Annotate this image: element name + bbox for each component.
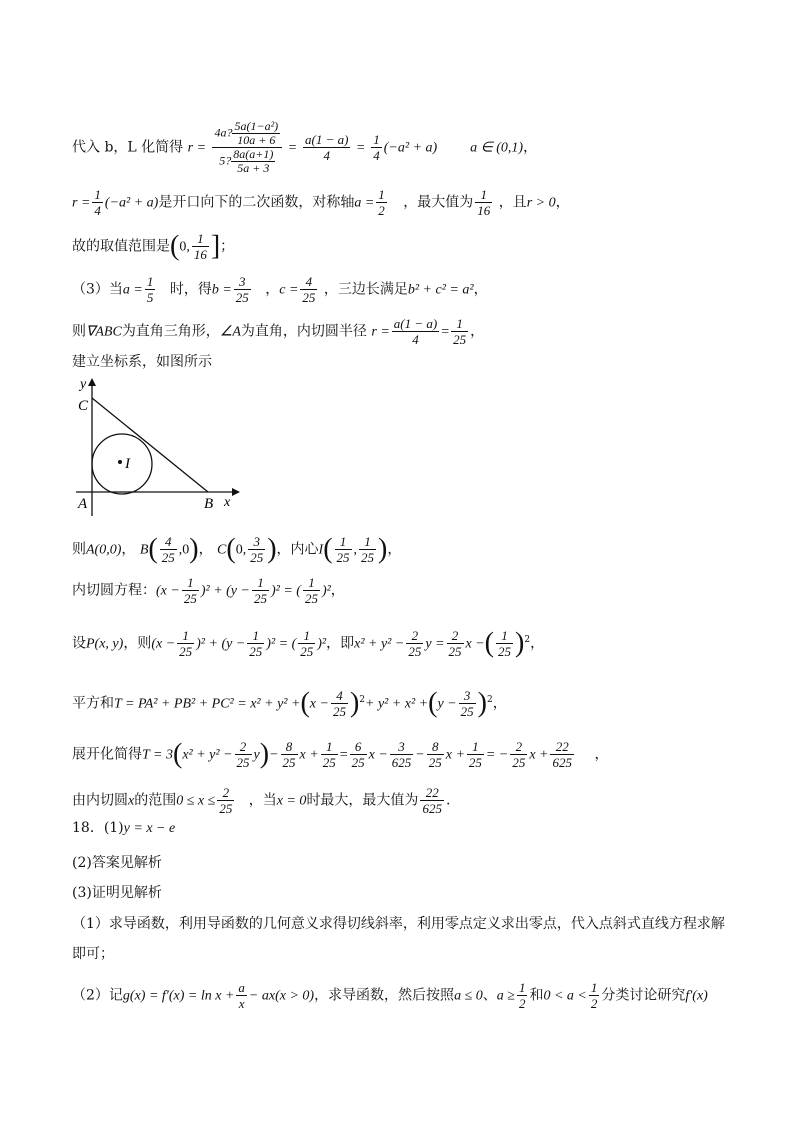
line-5-text-b: 为直角三角形， (121, 323, 220, 340)
line-7: 则A(0,0)， B( $\frac{4}{25}$ ,0)， C(0, $\frac{3}{25}$ )，内心I( $\frac{1}{25}$ , $\frac{1}{25}$ )， (72, 533, 402, 565)
coordinate-diagram (72, 374, 242, 524)
line-9-text-b: ，则 (123, 635, 152, 652)
angle-a: ∠A (219, 324, 241, 340)
incenter-dot (118, 460, 122, 464)
line-12-text-a: 由内切圆 (72, 792, 128, 809)
line-18-text-a: （2）记 (72, 987, 123, 1004)
line-2-text-c: ，且 (498, 194, 527, 211)
triangle-abc: ∇ABC (86, 324, 122, 340)
line-4-text-a: （3）当 (72, 281, 123, 298)
line-10-text: 平方和 (72, 695, 114, 712)
line-3-text: 故的取值范围是 (72, 238, 170, 255)
line-5-text-c: 为直角，内切圆半径 (240, 323, 367, 340)
label-x: x (224, 495, 231, 510)
domain-a: a ∈ (0,1) (470, 140, 524, 156)
line-4-text-b: 时，得 (169, 281, 212, 298)
line-12: 由内切圆x的范围0 ≤ x ≤ $\frac{2}{25}$ ，当x = 0时最大，最大值为 $\frac{22}{625}$ . (72, 785, 451, 816)
line-14-text: (2)答案见解析 (72, 855, 162, 871)
line-4: （3）当a = $\frac{1}{5}$ 时，得b = $\frac{3}{25}$ ，c = $\frac{4}{25}$ ，三边长满足b² + c² = a²， (72, 274, 488, 305)
point-p: P(x, y) (86, 636, 124, 652)
line-5-text-a: 则 (72, 323, 86, 340)
line-2-text-a: 是开口向下的二次函数，对称轴 (158, 194, 355, 211)
complex-fraction: 4a? $\frac{\text{5a(1−a²)}}{10a + 6}$ 5? $\frac{8a(a+1)}{5a + 3}$ (212, 120, 282, 175)
line-15-text: (3)证明见解析 (72, 885, 162, 901)
point-a: A(0,0) (86, 542, 122, 558)
line-13-text: 18．(1) (72, 820, 124, 836)
line-2-text-b: ，最大值为 (403, 194, 474, 211)
var-x: x (128, 793, 135, 809)
label-a: A (78, 496, 88, 512)
line-7-text-b: 内心 (290, 541, 319, 558)
line-3: 故的取值范围是(0, $\frac{1}{16}$ ]； (72, 230, 235, 262)
pythag-eq: b² + c² = a² (407, 282, 474, 298)
tangent-line: y = x − e (123, 821, 176, 836)
label-i: I (125, 456, 130, 472)
line-17 (72, 944, 114, 964)
line-6 (72, 352, 212, 372)
line-10: 平方和T = PA² + PB² + PC² = x² + y² +(x − $\frac{4}{25}$ )$^2$+ y² + x² +(y − $\frac{3}{25}$ )$^2$， (72, 687, 507, 719)
line-8: 内切圆方程：(x − $\frac{1}{25}$ )² + (y − $\frac{1}{25}$ )² = ( $\frac{1}{25}$ )²， (72, 575, 345, 606)
line-5: 则∇ABC为直角三角形，∠A为直角，内切圆半径 r = $\frac{a(1 - a)}{4}$ = $\frac{1}{25}$ ， (72, 316, 485, 347)
line-18-text-c: 和 (529, 987, 544, 1004)
label-y: y (80, 377, 87, 392)
y-axis-arrow (88, 378, 96, 386)
x-zero: x = 0 (276, 793, 307, 809)
line-1: 代入 b，L 化简得 r = 4a? $\frac{\text{5a(1−a²)}}{10a + 6}$ 5? $\frac{8a(a+1)}{5a + 3}$ = $\frac{a(1 - a)}{4}$ = $\frac{1}{4}$ (−a² + a) a ∈ (0,1)， (72, 119, 538, 175)
line-8-text: 内切圆方程： (72, 582, 156, 599)
line-11-text: 展开化简得 (72, 746, 142, 763)
line-17-text: 即可； (72, 946, 114, 962)
x-axis-arrow (232, 488, 240, 496)
line-4-text-c: ，三边长满足 (323, 281, 408, 298)
r-equals: r = (187, 140, 207, 156)
line-1-prefix: 代入 b，L 化简得 (72, 139, 184, 156)
line-12-text-c: ，当 (248, 792, 277, 809)
line-9-text-c: ，即 (326, 635, 355, 652)
hypotenuse-cb (92, 398, 208, 492)
line-13 (72, 818, 175, 839)
line-9: 设P(x, y)，则(x − $\frac{1}{25}$ )² + (y − $\frac{1}{25}$ )² = ( $\frac{1}{25}$ )²，即x² + y² − $\frac{2}{25}$ y = $\frac{2}{25}$ x −( $\frac{1}{25}$ )$^2$， (72, 627, 545, 659)
line-14 (72, 853, 162, 873)
line-16-text: （1）求导函数，利用导函数的几何意义求得切线斜率，利用零点定义求出零点，代入点斜式直线方程求解 (72, 916, 725, 932)
label-c: C (78, 398, 89, 414)
line-18-text-b: ，求导函数，然后按照 (314, 987, 455, 1004)
line-15 (72, 883, 162, 903)
line-6-text: 建立坐标系，如图所示 (72, 354, 212, 370)
line-18: （2）记g(x) = f′(x) = ln x + $\frac{a}{x}$ − ax(x > 0)，求导函数，然后按照a ≤ 0、a ≥ $\frac{1}{2}$ 和0 < a < $\frac{1}{2}$ 分类讨论研究f′(x) (72, 980, 708, 1011)
line-12-text-d: 时最大，最大值为 (306, 792, 419, 809)
line-2: r = $\frac{1}{4}$ (−a² + a)是开口向下的二次函数，对称轴a = $\frac{1}{2}$ ，最大值为 $\frac{1}{16}$ ，且r > 0， (72, 187, 570, 218)
line-12-text-b: 的范围 (134, 792, 177, 809)
incircle (92, 434, 152, 494)
line-16 (72, 914, 725, 934)
line-11: 展开化简得T = 3(x² + y² − $\frac{2}{25}$ y)− $\frac{8}{25}$ x + $\frac{1}{25}$ = $\frac{6}{25}$ x − $\frac{3}{625}$ − $\frac{8}{25}$ x + $\frac{1}{25}$ = − $\frac{2}{25}$ x + $\frac{22}{625}$ ， (72, 738, 609, 770)
line-9-text-a: 设 (72, 635, 86, 652)
r-positive: r > 0 (526, 195, 556, 211)
label-b: B (204, 496, 214, 512)
line-18-text-d: 分类讨论研究 (601, 987, 686, 1004)
line-7-text-a: 则 (72, 541, 86, 558)
